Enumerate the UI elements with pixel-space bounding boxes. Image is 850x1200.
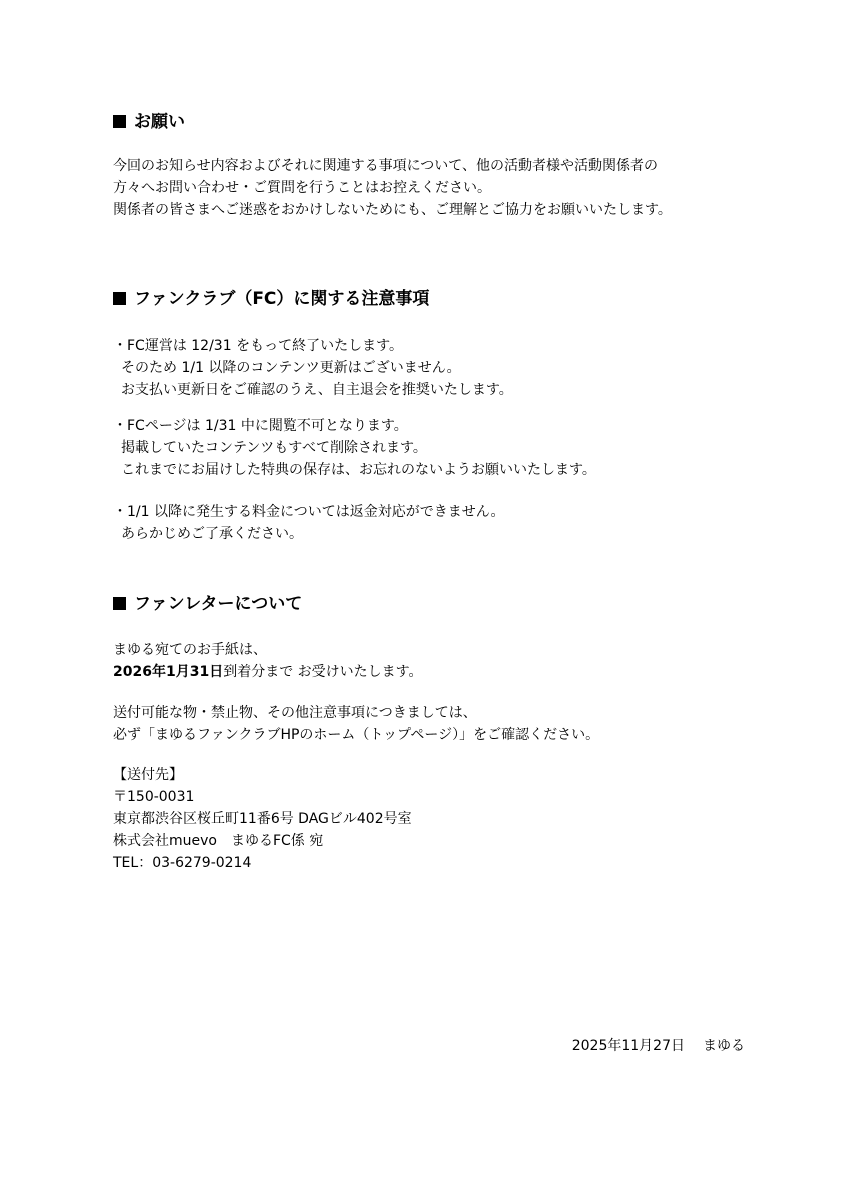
fan-letter-notes xyxy=(113,702,599,746)
fc-note-line: 掲載していたコンテンツもすべて削除されます。 xyxy=(121,440,427,456)
fc-notes-heading-text: ファンクラブ（FC）に関する注意事項 xyxy=(134,289,430,309)
fc-notes-heading xyxy=(113,288,429,310)
fc-note-first-line: ・FCページは 1/31 中に閲覧不可となります。 xyxy=(113,418,408,434)
address-label: 【送付先】 xyxy=(113,767,183,783)
square-bullet-icon xyxy=(113,292,126,305)
fc-note-first-line: ・FC運営は 12/31 をもって終了いたします。 xyxy=(113,338,403,354)
street-address: 東京都渋谷区桜丘町11番6号 DAGビル402号室 xyxy=(113,811,412,827)
square-bullet-icon xyxy=(113,115,126,128)
request-heading xyxy=(113,111,185,133)
request-body xyxy=(113,155,672,221)
fc-note-first-line: ・1/1 以降に発生する料金については返金対応ができません。 xyxy=(113,504,505,520)
request-line: 方々へお問い合わせ・ご質問を行うことはお控えください。 xyxy=(113,180,491,196)
fan-letter-deadline xyxy=(113,639,423,683)
request-heading-text: お願い xyxy=(134,112,185,132)
signature xyxy=(572,1035,745,1057)
request-line: 今回のお知らせ内容およびそれに関連する事項について、他の活動者様や活動関係者の xyxy=(113,158,659,174)
postal-code: 〒150-0031 xyxy=(113,789,195,805)
deadline-rest: 到着分まで お受けいたします。 xyxy=(223,664,423,680)
fan-letter-intro: まゆる宛てのお手紙は、 xyxy=(113,642,267,658)
fc-note-line: あらかじめご了承ください。 xyxy=(121,526,303,542)
fan-letter-note-line: 必ず「まゆるファンクラブHPのホーム（トップページ）」をご確認ください。 xyxy=(113,727,600,743)
fan-letter-deadline-line xyxy=(113,661,423,683)
fc-note-item xyxy=(113,501,505,545)
phone-number: TEL：03-6279-0214 xyxy=(113,855,252,871)
square-bullet-icon xyxy=(113,597,126,610)
fc-note-line: お支払い更新日をご確認のうえ、自主退会を推奨いたします。 xyxy=(121,382,513,398)
fan-letter-note-line: 送付可能な物・禁止物、その他注意事項につきましては、 xyxy=(113,705,477,721)
deadline-date: 2026年1月31日 xyxy=(113,664,224,680)
signature-date: 2025年11月27日 xyxy=(571,1038,685,1054)
fc-note-item xyxy=(113,415,596,481)
request-line: 関係者の皆さまへご迷惑をおかけしないためにも、ご理解とご協力をお願いいたします。 xyxy=(113,202,672,218)
signature-name: まゆる xyxy=(703,1038,745,1054)
fc-note-item xyxy=(113,335,513,401)
fc-note-line: これまでにお届けした特典の保存は、お忘れのないようお願いいたします。 xyxy=(121,462,596,478)
mailing-address xyxy=(113,764,412,874)
fan-letter-heading-text: ファンレターについて xyxy=(134,594,303,614)
recipient-company: 株式会社muevo まゆるFC係 宛 xyxy=(113,833,324,849)
fc-note-line: そのため 1/1 以降のコンテンツ更新はございません。 xyxy=(121,360,461,376)
fan-letter-heading xyxy=(113,593,302,615)
